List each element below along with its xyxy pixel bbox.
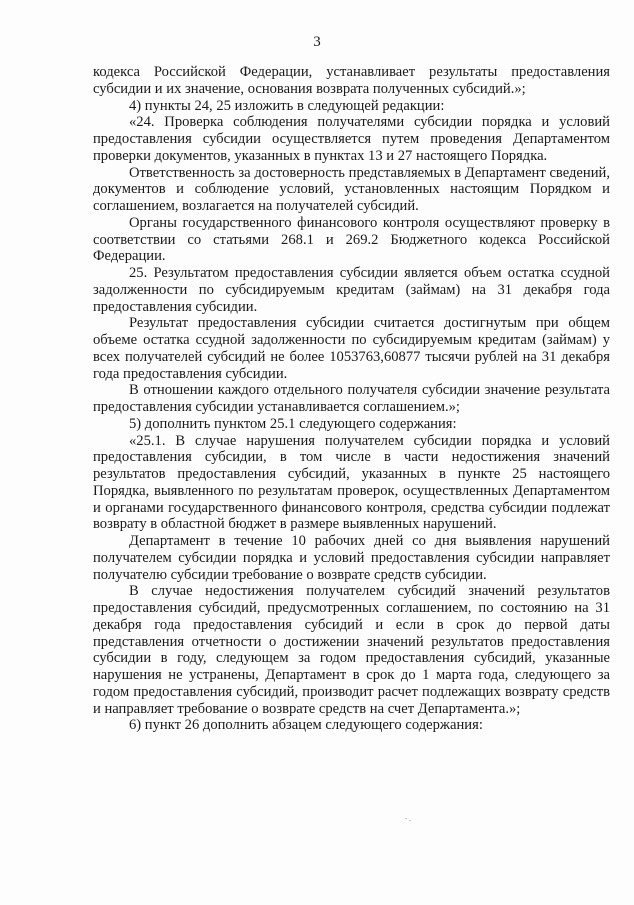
paragraph: В отношении каждого отдельного получателя субсидии значение результата предоставления субсидии устанавливается соглашением.»; — [93, 382, 610, 415]
scan-speck — [405, 818, 407, 819]
paragraph: В случае недостижения получателем субсидий значений результатов предоставления субсидий, предусмотренных соглашением, по состоянию на 31 декабря года предоставления субсидий и если в срок до первой даты представления отчетности о достижении значений результатов предоставления субсидии в году, следующем за годом предоставления субсидий, указанные нарушения не устранены, Департамент в срок до 1 марта года, следующего за годом предоставления субсидий, производит расчет подлежащих возврату средств и направляет требование о возврате средств на счет Департамента.»; — [93, 583, 610, 717]
paragraph: Департамент в течение 10 рабочих дней со дня выявления нарушений получателем субсидии порядка и условий предоставления субсидии направляет получателю субсидии требование о возврате средств субсидии. — [93, 533, 610, 583]
scan-speck — [409, 820, 411, 821]
paragraph: Результат предоставления субсидии считается достигнутым при общем объеме остатка ссудной задолженности по субсидируемым кредитам (займам) у всех получателей субсидий не более 1053763,60877 тысячи рублей на 31 декабря года предоставления субсидии. — [93, 315, 610, 382]
paragraph: «24. Проверка соблюдения получателями субсидии порядка и условий предоставления субсидии осуществляется путем проведения Департаментом проверки документов, указанных в пунктах 13 и 27 настоящего Порядка. — [93, 114, 610, 164]
paragraph: 6) пункт 26 дополнить абзацем следующего содержания: — [129, 717, 483, 734]
paragraph: 4) пункты 24, 25 изложить в следующей редакции: — [129, 97, 445, 114]
paragraph: кодекса Российской Федерации, устанавливает результаты предоставления субсидии и их значение, основания возврата полученных субсидий.»; — [93, 64, 610, 97]
paragraph: Органы государственного финансового контроля осуществляют проверку в соответствии со статьями 268.1 и 269.2 Бюджетного кодекса Российской Федерации. — [93, 214, 610, 265]
paragraph: 5) дополнить пунктом 25.1 следующего содержания: — [129, 415, 457, 432]
paragraph: 25. Результатом предоставления субсидии является объем остатка ссудной задолженности по субсидируемым кредитам (займам) на 31 декабря года предоставления субсидии. — [93, 265, 610, 315]
document-body — [93, 64, 610, 734]
page-number: 3 — [313, 34, 321, 50]
scan-speck — [405, 818, 411, 822]
paragraph: «25.1. В случае нарушения получателем субсидии порядка и условий предоставления субсидии, в том числе в части недостижения значений результатов предоставления субсидий, указанных в пункте 25 настоящего Порядка, выявленного по результатам проверок, осуществленных Департаментом и органами государственного финансового контроля, средства субсидии подлежат возврату в областной бюджет в размере выявленных нарушений. — [93, 432, 610, 533]
paragraph: Ответственность за достоверность представляемых в Департамент сведений, документов и соблюдение условий, установленных настоящим Порядком и соглашением, возлагается на получателей субсидий. — [93, 164, 610, 214]
